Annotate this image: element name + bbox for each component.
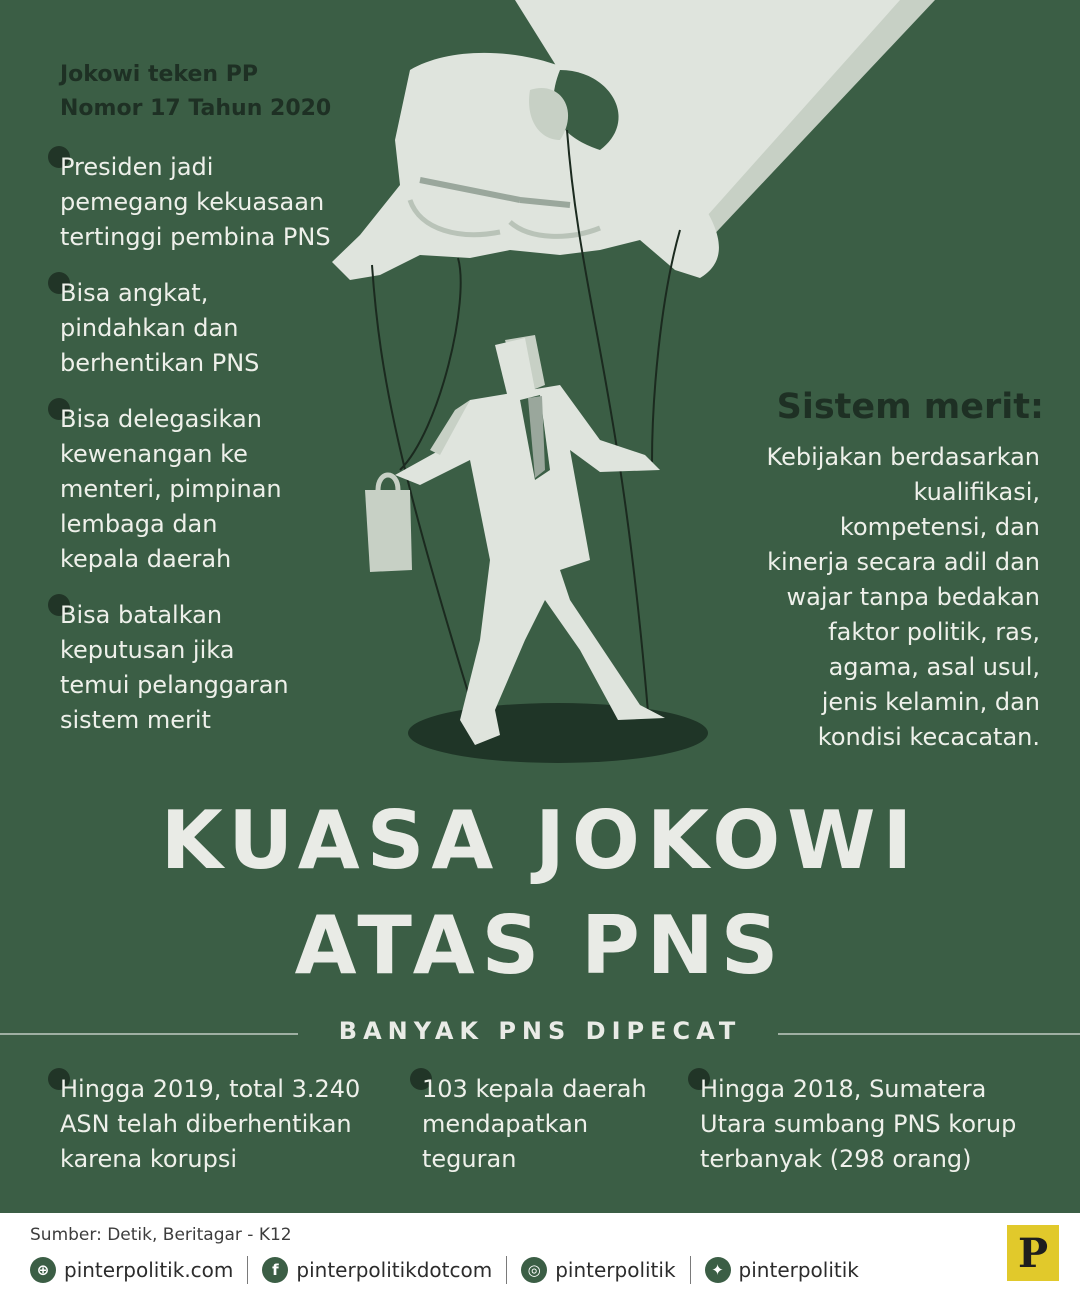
merit-line: kinerja secara adil dan xyxy=(767,548,1040,576)
stat-item xyxy=(700,1072,1060,1177)
subtitle-line-1: Jokowi teken PP xyxy=(60,62,258,87)
bullet-line: Bisa angkat, xyxy=(60,279,209,307)
stat-line: mendapatkan xyxy=(422,1110,589,1138)
list-item xyxy=(48,150,348,255)
social-separator xyxy=(690,1256,691,1284)
bullet-line: kewenangan ke xyxy=(60,440,248,468)
merit-line: kondisi kecacatan. xyxy=(817,723,1040,751)
bullet-line: pemegang kekuasaan xyxy=(60,188,325,216)
merit-line: jenis kelamin, dan xyxy=(821,688,1040,716)
page-title-line-1: KUASA JOKOWI xyxy=(160,794,920,887)
social-label: pinterpolitik xyxy=(738,1258,859,1282)
businessman-puppet xyxy=(395,335,665,745)
powers-list xyxy=(48,150,348,759)
list-item xyxy=(48,402,348,577)
bullet-line: kepala daerah xyxy=(60,545,232,573)
bullet-line: Presiden jadi xyxy=(60,153,214,181)
social-link-instagram[interactable] xyxy=(521,1257,689,1283)
merit-line: wajar tanpa bedakan xyxy=(786,583,1040,611)
stat-line: Hingga 2019, total 3.240 xyxy=(60,1075,361,1103)
subtitle xyxy=(60,58,331,126)
twitter-icon: ✦ xyxy=(705,1257,731,1283)
subtitle-line-2: Nomor 17 Tahun 2020 xyxy=(60,96,332,121)
merit-line: agama, asal usul, xyxy=(828,653,1040,681)
merit-title: Sistem merit: xyxy=(776,387,1044,427)
bullet-line: lembaga dan xyxy=(60,510,218,538)
social-separator xyxy=(506,1256,507,1284)
stat-item xyxy=(422,1072,682,1177)
social-label: pinterpolitik xyxy=(555,1258,676,1282)
social-link-facebook[interactable] xyxy=(262,1257,506,1283)
section-label: BANYAK PNS DIPECAT xyxy=(338,1017,742,1045)
merit-line: faktor politik, ras, xyxy=(828,618,1040,646)
social-link-twitter[interactable] xyxy=(705,1257,873,1283)
instagram-icon: ◎ xyxy=(521,1257,547,1283)
social-separator xyxy=(247,1256,248,1284)
source-credit: Sumber: Detik, Beritagar - K12 xyxy=(30,1225,292,1245)
brand-logo: P xyxy=(1007,1225,1059,1281)
bullet-line: sistem merit xyxy=(60,706,211,734)
merit-line: kompetensi, dan xyxy=(839,513,1040,541)
bullet-line: berhentikan PNS xyxy=(60,349,260,377)
puppet-shadow xyxy=(408,703,708,763)
stat-line: terbanyak (298 orang) xyxy=(700,1145,972,1173)
list-item xyxy=(48,598,348,738)
bullet-line: tertinggi pembina PNS xyxy=(60,223,331,251)
stat-line: Hingga 2018, Sumatera xyxy=(700,1075,987,1103)
stat-line: teguran xyxy=(422,1145,517,1173)
globe-icon: ⊕ xyxy=(30,1257,56,1283)
social-links xyxy=(30,1252,873,1288)
stat-line: ASN telah diberhentikan xyxy=(60,1110,352,1138)
bullet-line: keputusan jika xyxy=(60,636,235,664)
bullet-line: pindahkan dan xyxy=(60,314,239,342)
merit-description xyxy=(720,440,1040,755)
page-title-line-2: ATAS PNS xyxy=(294,899,786,992)
stat-item xyxy=(60,1072,390,1177)
merit-line: Kebijakan berdasarkan xyxy=(766,443,1040,471)
social-label: pinterpolitikdotcom xyxy=(296,1258,493,1282)
stat-line: 103 kepala daerah xyxy=(422,1075,647,1103)
bullet-line: menteri, pimpinan xyxy=(60,475,282,503)
bullet-line: Bisa delegasikan xyxy=(60,405,262,433)
stat-line: karena korupsi xyxy=(60,1145,238,1173)
list-item xyxy=(48,276,348,381)
facebook-icon: f xyxy=(262,1257,288,1283)
stat-line: Utara sumbang PNS korup xyxy=(700,1110,1017,1138)
bullet-line: Bisa batalkan xyxy=(60,601,223,629)
bullet-line: temui pelanggaran xyxy=(60,671,289,699)
briefcase xyxy=(365,490,412,572)
social-label: pinterpolitik.com xyxy=(64,1258,234,1282)
merit-line: kualifikasi, xyxy=(913,478,1040,506)
social-link-website[interactable] xyxy=(30,1257,247,1283)
